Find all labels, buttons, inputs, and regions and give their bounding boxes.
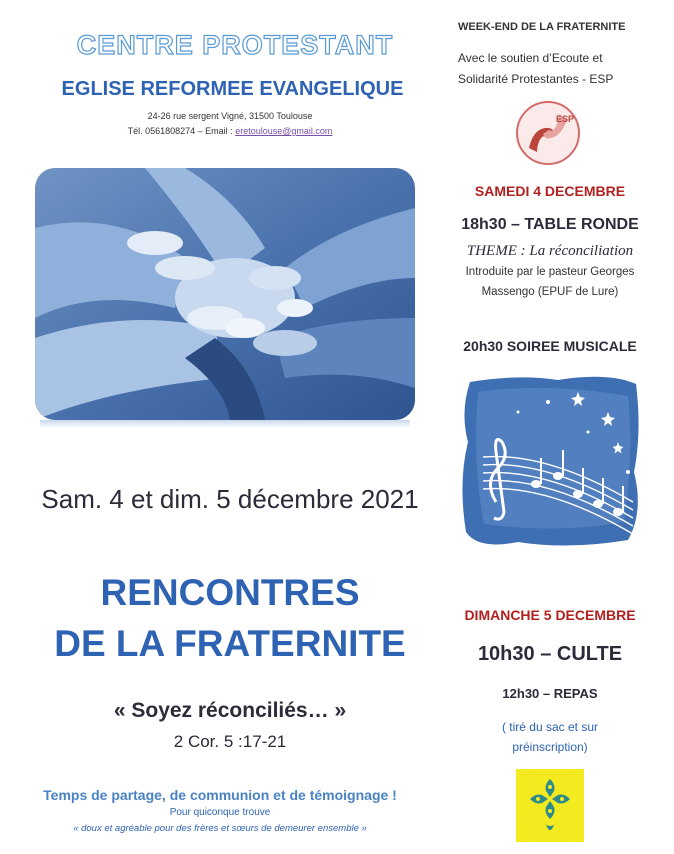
joined-hands-circle-icon: [515, 100, 581, 166]
bible-reference: 2 Cor. 5 :17-21: [173, 732, 287, 751]
support-line-1: Avec le soutien d’Ecoute et: [458, 51, 603, 65]
esp-logo-text: ESP: [556, 114, 575, 124]
musical-staff-icon: [458, 372, 644, 550]
round-table-time: 18h30 – TABLE RONDE: [461, 216, 639, 233]
event-title-line-1: RENCONTRES: [100, 572, 360, 613]
meal-note-1: ( tiré du sac et sur: [501, 720, 599, 734]
support-line-2: Solidarité Protestantes - ESP: [458, 72, 614, 86]
saturday-heading: SAMEDI 4 DECEMBRE: [474, 183, 626, 199]
contact-line: [60, 126, 400, 136]
event-title-line-2: DE LA FRATERNITE: [54, 623, 406, 664]
meal-note-2: préinscription): [512, 740, 588, 754]
address: 24-26 rue sergent Vigné, 31500 Toulouse: [147, 111, 313, 121]
photo-reflection: [40, 420, 410, 428]
audience-line: Pour quiconque trouve: [169, 807, 271, 818]
email-link[interactable]: eretoulouse@gmail.com: [235, 126, 333, 136]
huguenot-cross-icon: [516, 769, 584, 842]
motto-line: « doux et agréable pour des frères et sœurs de demeurer ensemble »: [73, 823, 367, 834]
church-name: EGLISE REFORMEE EVANGELIQUE: [61, 78, 404, 100]
tagline: Temps de partage, de communion et de témoignage !: [43, 787, 397, 803]
org-title: CENTRE PROTESTANT: [76, 30, 394, 60]
weekend-heading: WEEK-END DE LA FRATERNITE: [458, 21, 626, 33]
bible-quote: « Soyez réconciliés… »: [113, 699, 347, 722]
meal-time: 12h30 – REPAS: [502, 686, 598, 701]
intro-line-1: Introduite par le pasteur Georges: [465, 266, 635, 278]
phone-label: Tél. 0561808274 – Email :: [127, 126, 236, 136]
intro-line-2: Massengo (EPUF de Lure): [481, 286, 619, 298]
sunday-heading: DIMANCHE 5 DECEMBRE: [464, 607, 636, 623]
hands-photo: [35, 168, 415, 420]
worship-time: 10h30 – CULTE: [477, 643, 623, 665]
musical-evening: 20h30 SOIREE MUSICALE: [463, 338, 637, 354]
theme-line: THEME : La réconciliation: [466, 243, 634, 259]
event-dates: Sam. 4 et dim. 5 décembre 2021: [41, 484, 419, 514]
